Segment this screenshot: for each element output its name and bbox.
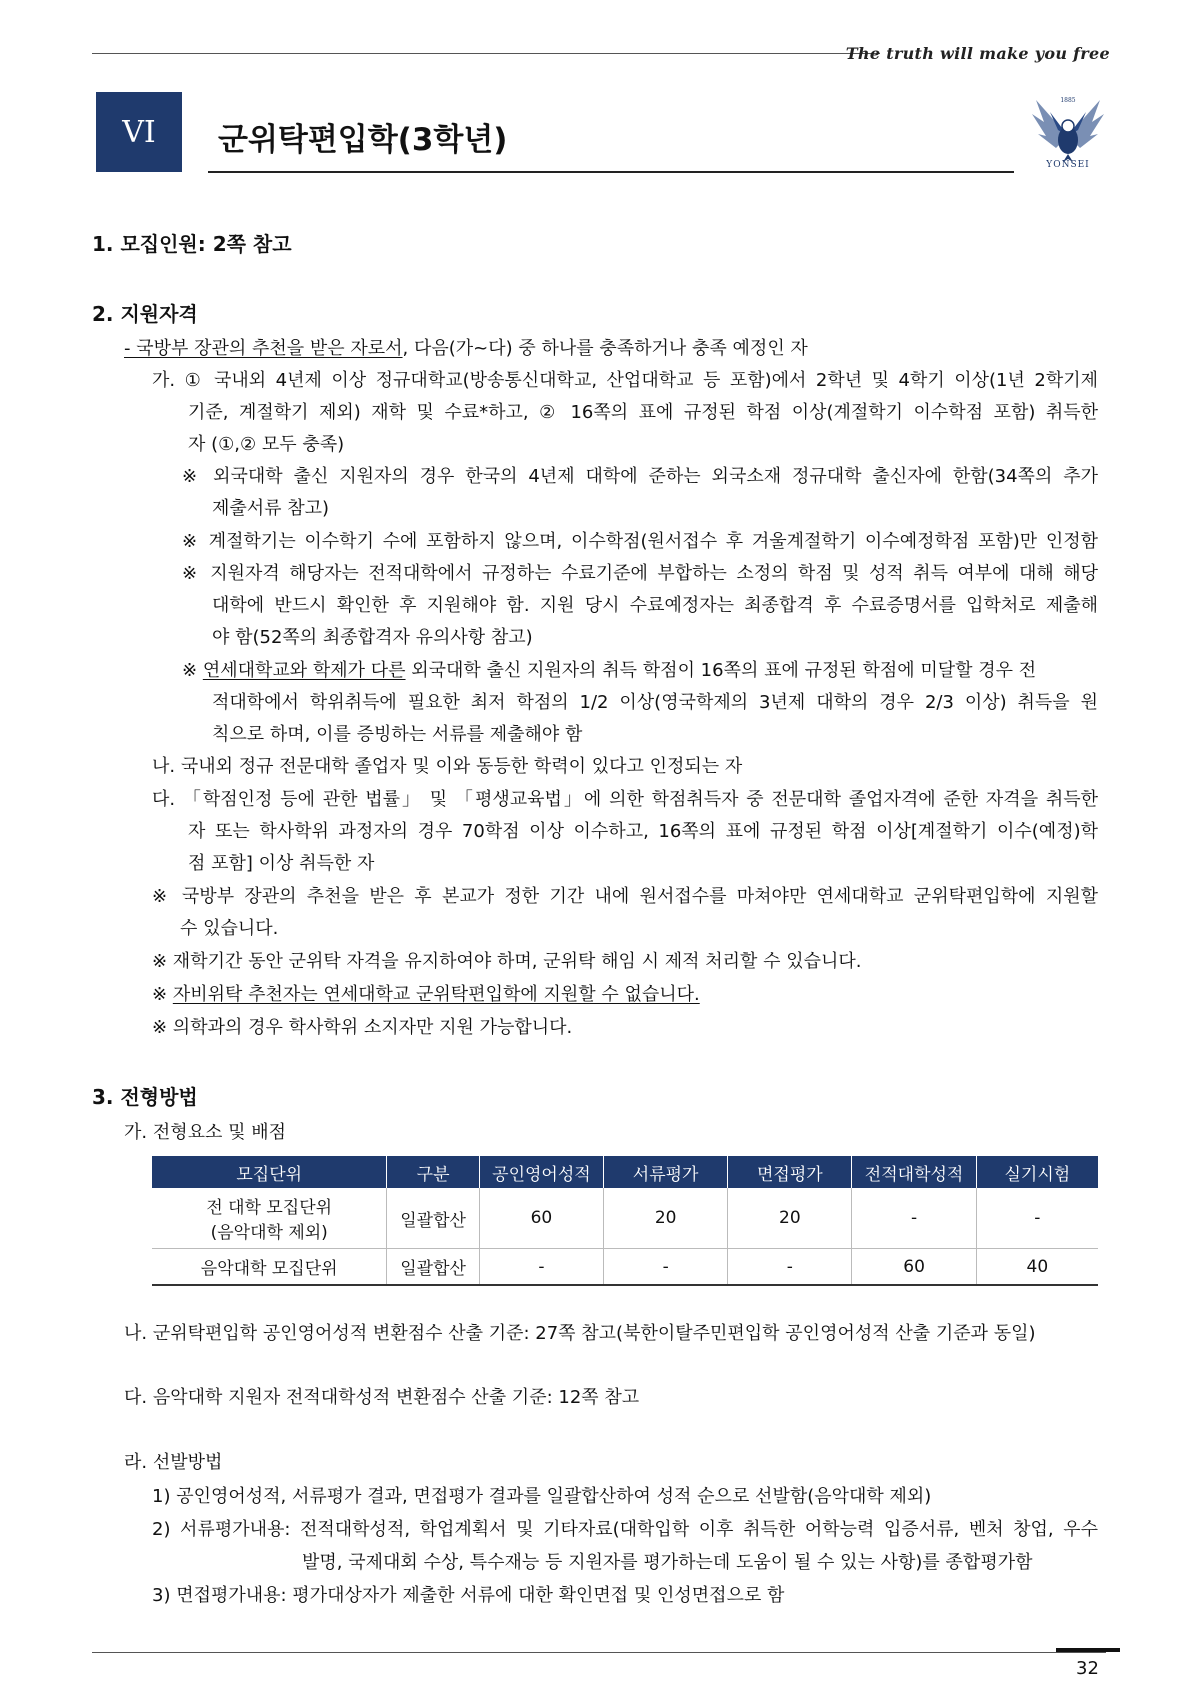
table-header: 서류평가 (604, 1156, 728, 1188)
note-recommendation-line-1: ※ 국방부 장관의 추천을 받은 후 본교가 정한 기간 내에 원서접수를 마쳐야만 연세대학교 군위탁편입학에 지원할 (152, 886, 1098, 907)
logo-wordmark: YONSEI (1046, 160, 1090, 170)
table-cell: - (852, 1188, 976, 1249)
note-seasonal: ※ 계절학기는 이수학기 수에 포함하지 않으며, 이수학점(원서접수 후 겨울계절학기 이수예정학점 포함)만 인정함 (182, 531, 1098, 552)
note-status: ※ 재학기간 동안 군위탁 자격을 유지하여야 하며, 군위탁 해임 시 제적 처리할 수 있습니다. (152, 951, 862, 972)
note-credit-line-1 (182, 659, 1036, 683)
table-header: 공인영어성적 (479, 1156, 603, 1188)
note-recommendation-line-2: 수 있습니다. (180, 918, 279, 939)
item-ga-line-2: 기준, 계절학기 제외) 재학 및 수료*하고, ② 16쪽의 표에 규정된 학점 이상(계절학기 이수학점 포함) 취득한 (188, 402, 1098, 423)
note-self-funded-underlined: 자비위탁 추천자는 연세대학교 군위탁편입학에 지원할 수 없습니다. (172, 984, 700, 1005)
sub-heading-english-score: 나. 군위탁편입학 공인영어성적 변환점수 산출 기준: 27쪽 참고(북한이탈주민편입학 공인영어성적 산출 기준과 동일) (124, 1323, 1036, 1344)
eligibility-intro-underlined: - 국방부 장관의 추천을 받은 자로서 (124, 338, 403, 359)
score-table (152, 1156, 1098, 1286)
section-title: 군위탁편입학(3학년) (218, 122, 508, 158)
table-cell: 일괄합산 (387, 1188, 479, 1249)
table-cell: - (604, 1249, 728, 1286)
table-header: 모집단위 (152, 1156, 387, 1188)
section-number-box (96, 92, 182, 172)
table-cell: - (479, 1249, 603, 1286)
table-cell: 60 (479, 1188, 603, 1249)
table-header-row (152, 1156, 1098, 1188)
table-header: 실기시험 (976, 1156, 1098, 1188)
table-row (152, 1188, 1098, 1249)
eligibility-intro (124, 337, 808, 361)
table-row (152, 1249, 1098, 1286)
note-mark: ※ (182, 660, 203, 681)
sub-heading-music-score: 다. 음악대학 지원자 전적대학성적 변환점수 산출 기준: 12쪽 참고 (124, 1387, 640, 1408)
item-ga-line-3: 자 (①,② 모두 충족) (188, 434, 345, 455)
note-credit-line-2: 적대학에서 학위취득에 필요한 최저 학점의 1/2 이상(영국학제의 3년제 대학의 경우 2/3 이상) 취득을 원 (212, 692, 1098, 713)
table-cell: 20 (728, 1188, 852, 1249)
page-number-bar (1056, 1648, 1120, 1652)
note-completion-line-1: ※ 지원자격 해당자는 전적대학에서 규정하는 수료기준에 부합하는 소정의 학점 및 성적 취득 여부에 대해 해당 (182, 563, 1098, 584)
note-completion-line-2: 대학에 반드시 확인한 후 지원해야 함. 지원 당시 수료예정자는 최종합격 후 수료증명서를 입학처로 제출해 (212, 595, 1098, 616)
section-title-underline (208, 171, 1014, 173)
page-number: 32 (1076, 1658, 1099, 1679)
section-number: VI (122, 114, 156, 150)
note-credit-line-3: 칙으로 하며, 이를 증빙하는 서류를 제출해야 함 (212, 724, 583, 745)
table-header: 면접평가 (728, 1156, 852, 1188)
note-medicine: ※ 의학과의 경우 학사학위 소지자만 지원 가능합니다. (152, 1017, 573, 1038)
header-rule (92, 53, 880, 54)
note-credit-underlined: 연세대학교와 학제가 다른 (202, 660, 406, 681)
sub-heading-selection: 라. 선발방법 (124, 1452, 223, 1473)
unit-line-2: (음악대학 제외) (210, 1223, 328, 1243)
note-credit-rest: 외국대학 출신 지원자의 취득 학점이 16쪽의 표에 규정된 학점에 미달할 경우 전 (405, 660, 1037, 681)
item-da-line-1: 다. 「학점인정 등에 관한 법률」 및 「평생교육법」에 의한 학점취득자 중 전문대학 졸업자격에 준한 자격을 취득한 (152, 789, 1098, 810)
item-da-line-3: 점 포함] 이상 취득한 자 (188, 853, 375, 874)
table-header: 전적대학성적 (852, 1156, 976, 1188)
table-cell: 40 (976, 1249, 1098, 1286)
footer-rule (92, 1652, 1106, 1653)
selection-item-1: 1) 공인영어성적, 서류평가 결과, 면접평가 결과를 일괄합산하여 성적 순으로 선발함(음악대학 제외) (152, 1486, 932, 1507)
header-motto: The truth will make you free (845, 44, 1110, 63)
note-self-funded (152, 983, 700, 1007)
item-na: 나. 국내외 정규 전문대학 졸업자 및 이와 동등한 학력이 있다고 인정되는 자 (152, 756, 743, 777)
table-cell: - (728, 1249, 852, 1286)
selection-item-2-line-2: 발명, 국제대회 수상, 특수재능 등 지원자를 평가하는데 도움이 될 수 있는 사항)를 종합평가함 (302, 1552, 1033, 1573)
logo-year: 1885 (1060, 97, 1076, 104)
table-cell: 20 (604, 1188, 728, 1249)
selection-item-3: 3) 면접평가내용: 평가대상자가 제출한 서류에 대한 확인면접 및 인성면접으로 함 (152, 1585, 785, 1606)
item-ga-line-1: 가. ① 국내외 4년제 이상 정규대학교(방송통신대학교, 산업대학교 등 포함)에서 2학년 및 4학기 이상(1년 2학기제 (152, 370, 1098, 391)
note-foreign-line-2: 제출서류 참고) (212, 498, 330, 519)
note-completion-line-3: 야 함(52쪽의 최종합격자 유의사항 참고) (212, 627, 533, 648)
sub-heading-elements: 가. 전형요소 및 배점 (124, 1122, 286, 1143)
eligibility-intro-rest: , 다음(가~다) 중 하나를 충족하거나 충족 예정인 자 (402, 338, 808, 359)
unit-line-1: 전 대학 모집단위 (206, 1198, 333, 1218)
table-cell-unit: 음악대학 모집단위 (152, 1249, 387, 1286)
selection-item-2-line-1: 2) 서류평가내용: 전적대학성적, 학업계획서 및 기타자료(대학입학 이후 취득한 어학능력 입증서류, 벤처 창업, 우수 (152, 1519, 1098, 1540)
note-foreign-line-1: ※ 외국대학 출신 지원자의 경우 한국의 4년제 대학에 준하는 외국소재 정규대학 출신자에 한함(34쪽의 추가 (182, 466, 1098, 487)
heading-eligibility: 2. 지원자격 (92, 302, 198, 326)
table-cell: 60 (852, 1249, 976, 1286)
table-cell-unit (152, 1188, 387, 1249)
heading-selection-method: 3. 전형방법 (92, 1085, 198, 1109)
note-mark: ※ (152, 984, 173, 1005)
table-cell: - (976, 1188, 1098, 1249)
table-cell: 일괄합산 (387, 1249, 479, 1286)
table-header: 구분 (387, 1156, 479, 1188)
item-da-line-2: 자 또는 학사학위 과정자의 경우 70학점 이상 이수하고, 16쪽의 표에 규정된 학점 이상[계절학기 이수(예정)학 (188, 821, 1098, 842)
heading-recruitment: 1. 모집인원: 2쪽 참고 (92, 232, 292, 256)
